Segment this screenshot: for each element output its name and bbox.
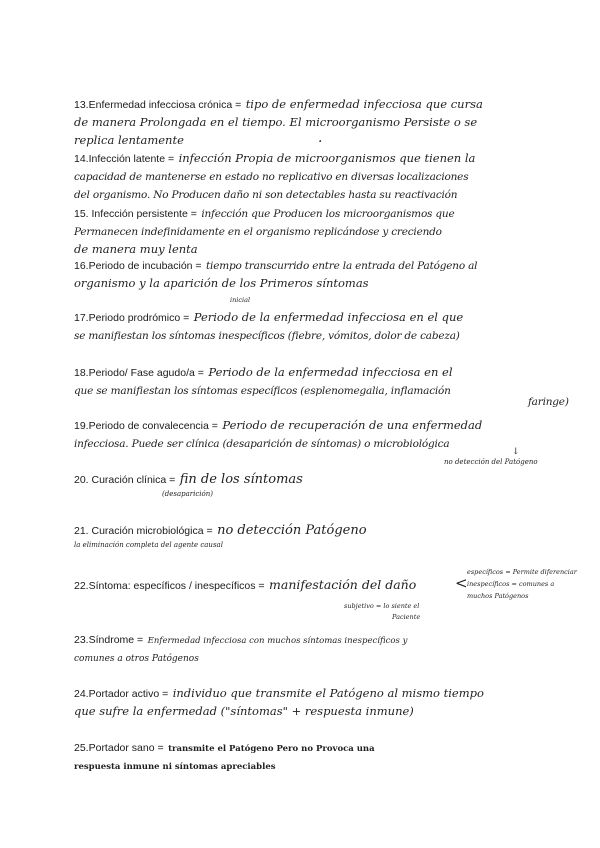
entry-16 [74,256,586,292]
note-21: la eliminación completa del agente causal [74,541,223,549]
definition-15-line-2: Permanecen indefinidamente en el organismo replicándose y creciendo [74,226,442,238]
definition-14-line-3: del organismo. No Producen daño ni son detectables hasta su reactivación [74,189,458,201]
definition-14-line-2: capacidad de mantenerse en estado no replicativo en diversas localizaciones [74,171,469,183]
sub-line-2: Paciente [392,613,421,621]
definition-16-line-2: organismo y la aparición de los Primeros síntomas [74,276,369,290]
term-25: 25.Portador sano = [74,742,164,754]
definition-16-line-1: tiempo transcurrido entre la entrada del Patógeno al [206,260,478,272]
note-20: (desaparición) [162,490,213,498]
term-14: 14.Infección latente = [74,153,175,165]
definition-23-line-1: Enfermedad infecciosa con muchos síntomas inespecíficos y [147,636,408,646]
definition-24-line-1: individuo que transmite el Patógeno al mismo tiempo [172,686,484,700]
definition-25-line-1: transmite el Patógeno Pero no Provoca una [168,744,375,754]
aside-faringe: faringe) [528,396,569,408]
term-16: 16.Periodo de incubación = [74,260,202,272]
sub-line-1: subjetivo = lo siente el [344,602,420,610]
entry-18 [74,363,586,399]
definition-14-line-1: infección Propia de microorganismos que tienen la [178,151,476,165]
branch-line-2: inespecíficos = comunes a [467,580,555,588]
entry-24 [74,684,586,720]
note-19: no detección del Patógeno [444,458,538,466]
entry-23 [74,630,586,666]
brace-icon: < [455,574,468,592]
term-17: 17.Periodo prodrómico = [74,312,190,324]
term-20: 20. Curación clínica = [74,474,176,486]
definition-19-line-1: Periodo de recuperación de una enfermedad [222,418,483,432]
definition-23-line-2: comunes a otros Patógenos [74,654,199,664]
definition-21-line-1: no detección Patógeno [217,523,367,538]
entry-19 [74,416,586,452]
entry-20 [74,470,586,488]
definition-15-line-3: de manera muy lenta [74,242,198,256]
term-23: 23.Síndrome = [74,634,144,646]
entry-15 [74,204,586,258]
term-24: 24.Portador activo = [74,688,169,700]
definition-13-line-1: tipo de enfermedad infecciosa que cursa [245,97,483,111]
definition-22-line-1: manifestación del daño [269,577,417,592]
term-13: 13.Enfermedad infecciosa crónica = [74,99,242,111]
definition-18-line-2: que se manifiestan los síntomas específicos (esplenomegalia, inflamación [74,385,451,397]
definition-13-line-2: de manera Prolongada en el tiempo. El microorganismo Persiste o se [74,115,478,129]
definition-17-line-2: se manifiestan los síntomas inespecíficos (fiebre, vómitos, dolor de cabeza) [74,330,460,342]
entry-13 [74,95,586,149]
definition-20-line-1: fin de los síntomas [179,472,303,487]
definition-24-line-2: que sufre la enfermedad ("síntomas" + respuesta inmune) [74,704,414,718]
superscript-inicial: inicial [230,296,251,304]
entry-14 [74,149,586,203]
term-18: 18.Periodo/ Fase agudo/a = [74,367,204,379]
arrow-down-icon: ↓ [512,447,520,457]
definition-17-line-1: Periodo de la enfermedad infecciosa en el que [193,310,464,324]
term-22: 22.Síntoma: específicos / inespecíficos = [74,580,265,592]
term-15: 15. Infección persistente = [74,208,197,220]
definition-19-line-2: infecciosa. Puede ser clínica (desaparición de síntomas) o microbiológica [74,438,450,450]
entry-21 [74,521,586,539]
entry-25 [74,738,586,774]
term-21: 21. Curación microbiológica = [74,525,213,537]
entry-17 [74,308,586,344]
branch-line-1: específicos = Permite diferenciar [467,568,577,576]
definition-25-line-2: respuesta inmune ni síntomas apreciables [74,762,276,772]
definition-18-line-1: Periodo de la enfermedad infecciosa en el [208,365,453,379]
branch-line-3: muchos Patógenos [467,592,529,600]
definition-13-line-3: replica lentamente [74,133,184,147]
stray-dot: · [318,134,323,150]
definition-15-line-1: infección que Producen los microorganismos que [201,208,455,220]
term-19: 19.Periodo de convalecencia = [74,420,218,432]
